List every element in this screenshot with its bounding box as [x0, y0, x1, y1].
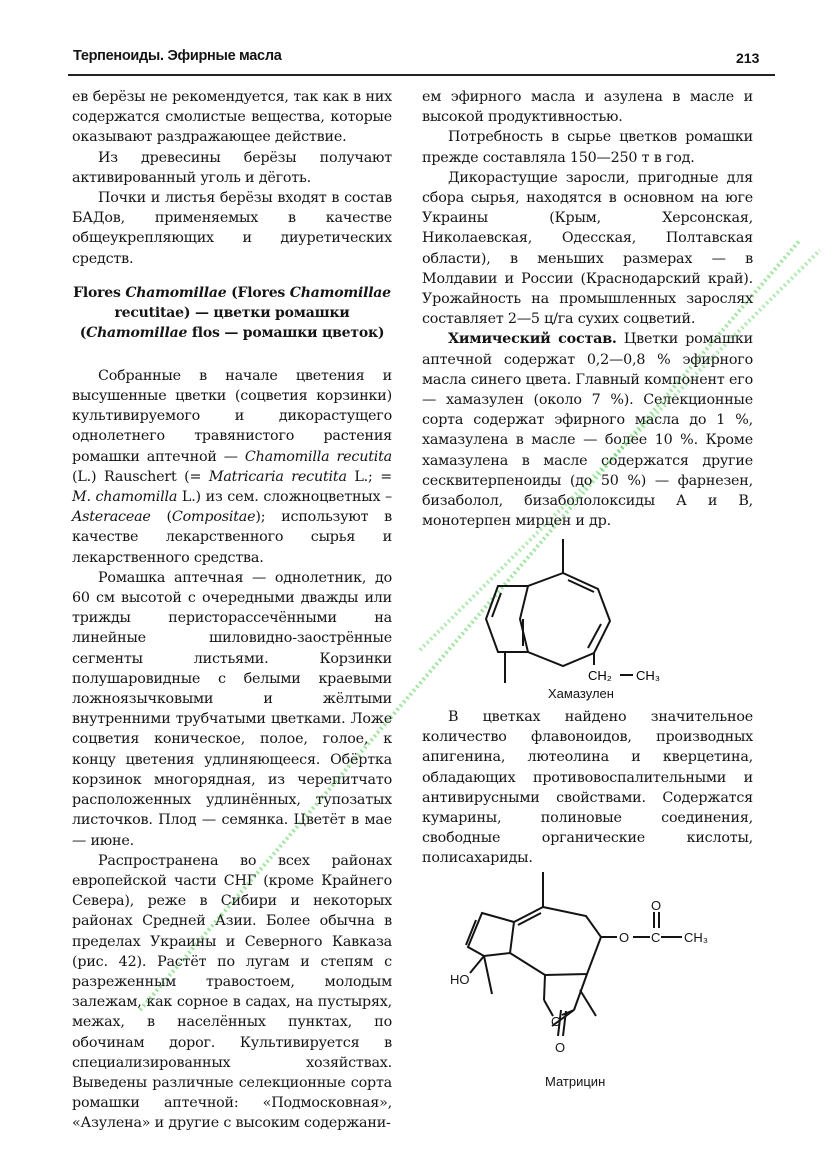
label-c: C: [651, 930, 661, 945]
matricin-diagram: [440, 870, 740, 1070]
right-paragraph-5: В цветках найдено значительное количество флавоноидов, производных апигенина, лютеолина и кверцетина, обладающих противовоспалительными и антивирусными свойствами. Содержатся кумарины, полиновые соединения, свободные органические кислоты, полисахариды.: [422, 709, 753, 867]
left-paragraph-6: Распространена во всех районах европейской части СНГ (кроме Крайнего Севера), реже в Сибири и некоторых районах Средней Азии. Более обычна в пределах Украины и Северного Кавказа (рис. 42). Растёт по лугам и степям с разреженным травостоем, молодым залежам, как сорное в садах, на пустырях, межах, в населённых пунктах, по обочинам дорог. Культивируется в специализированных хозяйствах. Выведены различные селекционные сорта ромашки аптечной: «Подмосковная», «Азулена» и другие с высоким содержани-: [72, 852, 392, 1132]
left-paragraph-3: Почки и листья берёзы входят в состав БАДов, применяемых в качестве общеукрепляющих и диуретических средств.: [72, 190, 392, 267]
right-paragraph-2: Потребность в сырье цветков ромашки прежде составляла 150—250 т в год.: [422, 129, 753, 166]
label-ho: HO: [450, 972, 470, 987]
label-ch2: CH₂: [588, 668, 612, 683]
right-paragraph-1: ем эфирного масла и азулена в масле и высокой продуктивностью.: [422, 89, 753, 126]
label-o-ester: O: [619, 930, 630, 945]
label-o-lactone: O: [555, 1040, 566, 1055]
caption-matricin: Матрицин: [545, 1074, 606, 1089]
left-paragraph-4: Собранные в начале цветения и высушенные цветки (соцветия корзинки) культивируемого и дикорастущего однолетнего травянистого растения ромашки аптечной — Chamomilla recutita (L.) Rauschert (= Matricaria recutita L.; = M. chamomilla L.) из сем. сложноцветных – Asteraceae (Compositae); используют в качестве лекарственного сырья и лекарственного средства.: [72, 367, 392, 566]
left-paragraph-2: Из древесины берёзы получают активированный уголь и дёготь.: [72, 149, 392, 186]
left-paragraph-5: Ромашка аптечная — однолетник, до 60 см высотой с очередными дважды или трижды перисторассечёнными на линейные шиловидно-заострённые сегменты листьями. Корзинки полушаровидные с белыми краевыми ложноязычковыми и жёлтыми внутренними трубчатыми цветками. Ложе соцветия коническое, полое, голое, к концу цветения удлиняющееся. Обёртка корзинок многорядная, из черепитчато расположенных удлинённых, тупозатых листочков. Плод — семянка. Цветёт в мае — июне.: [72, 569, 392, 849]
header-rule: [68, 74, 775, 76]
chamazulene-diagram: [470, 535, 710, 690]
right-paragraph-3: Дикорастущие заросли, пригодные для сбора сырья, находятся в основном на юге Украины (Крым, Херсонская, Николаевская, Одесская, Полтавская области), в меньших размерах — в Молдавии и России (Краснодарский край). Урожайность на промышленных зарослях составляет 2—5 ц/га сухих соцветий.: [422, 169, 753, 328]
right-paragraph-4: Химический состав. Цветки ромашки аптечной содержат 0,2—0,8 % эфирного масла синего цвета. Главный компонент его — хамазулен (около 7 %). Селекционные сорта содержат эфирного масла до 1 %, хамазулена в масле — более 10 %. Кроме хамазулена в масле содержатся другие сесквитерпеноиды (до 50 %) — фарнезен, бизаболол, бизабололоксиды А и В, монотерпен мирцен и др.: [422, 331, 753, 530]
label-ch3-ester: CH₃: [684, 930, 709, 945]
chamazulene-structure: [470, 535, 710, 690]
label-o-ring: O: [551, 1014, 562, 1029]
page-number: 213: [736, 50, 760, 66]
label-ch3: CH₃: [636, 668, 661, 683]
label-o-carbonyl: O: [651, 898, 662, 913]
caption-chamazulene: Хамазулен: [548, 686, 614, 701]
section-heading: Flores Chamomillae (Flores Chamomillae recutitae) — цветки ромашки (Chamomillae flos — ромашки цветок): [73, 284, 391, 341]
right-column-bottom: [422, 707, 753, 869]
left-column: [72, 87, 392, 1134]
right-column-top: [422, 87, 753, 531]
running-header-title: Терпеноиды. Эфирные масла: [73, 48, 282, 64]
left-paragraph-1: ев берёзы не рекомендуется, так как в них содержатся смолистые вещества, которые оказывают раздражающее действие.: [72, 89, 392, 146]
matricin-structure: [440, 870, 740, 1070]
